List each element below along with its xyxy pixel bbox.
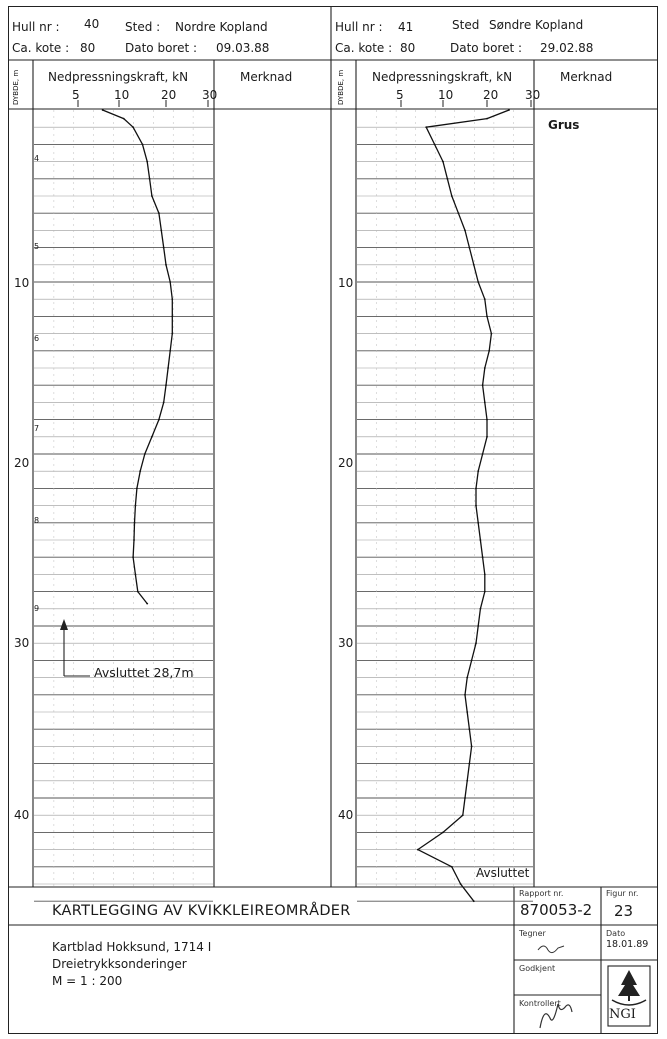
right-x-tick: 10 [438,88,454,102]
scale-line: M = 1 : 200 [52,974,123,988]
drawing-title: KARTLEGGING AV KVIKKLEIREOMRÅDER [52,903,351,919]
profile-point [123,118,125,120]
profile-point [132,556,134,558]
profile-point [158,419,160,421]
left-profile-line [103,110,173,604]
ngi-tree-icon [618,970,640,996]
left-x-tick: 10 [114,88,130,102]
profile-point [488,350,490,352]
profile-point [169,281,171,283]
figure-nr: 23 [614,902,634,920]
profile-point [477,625,479,627]
right-hull-nr: 41 [398,20,414,34]
left-x-tick: 20 [161,88,177,102]
profile-point [482,556,484,558]
profile-point [146,161,148,163]
right-termination-annotation: Avsluttet [476,866,530,880]
left-depth-marker: 4 [34,154,40,163]
left-x-tick: 5 [72,88,80,102]
checked-signature [540,1004,572,1028]
profile-point [160,230,162,232]
left-depth-marker: 9 [34,604,40,613]
left-site-label: Sted : [125,20,161,34]
profile-point [486,118,488,120]
profile-point [462,814,464,816]
profile-point [484,298,486,300]
right-depth-axis-label: DYBDE, m [337,69,345,105]
profile-point [136,488,138,490]
profile-point [471,746,473,748]
right-remarks-label: Merknad [560,70,613,84]
profile-point [442,832,444,834]
left-y-tick: 20 [14,456,30,470]
profile-point [425,126,427,128]
right-site: Søndre Kopland [489,18,584,32]
profile-point [484,367,486,369]
profile-point [475,488,477,490]
profile-point [469,763,471,765]
left-depth-marker: 6 [34,334,40,343]
right-y-tick: 40 [338,808,354,822]
profile-point [458,212,460,214]
profile-point [133,539,135,541]
left-date-label: Dato boret : [125,41,198,55]
profile-point [464,694,466,696]
right-x-tick: 5 [396,88,404,102]
left-force-axis-label: Nedpressningskraft, kN [48,70,189,84]
profile-point [169,350,171,352]
profile-point [442,161,444,163]
profile-point [486,419,488,421]
right-date-label: Dato boret : [450,41,523,55]
profile-point [135,574,137,576]
profile-point [475,642,477,644]
profile-point [165,264,167,266]
profile-point [447,178,449,180]
profile-point [464,797,466,799]
right-y-tick: 30 [338,636,354,650]
profile-point [471,660,473,662]
left-depth-marker: 7 [34,424,40,433]
profile-point [434,144,436,146]
right-hull-label: Hull nr : [335,20,383,34]
profile-point [482,384,484,386]
left-elev: 80 [80,41,96,55]
profile-point [469,728,471,730]
right-elev: 80 [400,41,416,55]
profile-point [466,677,468,679]
profile-point [464,230,466,232]
profile-point [163,247,165,249]
title-date: 18.01.89 [606,939,649,950]
right-y-tick: 10 [338,276,354,290]
profile-point [171,333,173,335]
left-hull-nr: 40 [84,17,100,31]
profile-point [484,402,486,404]
drawn-signature [538,946,564,953]
figure-nr-label: Figur nr. [606,889,639,898]
profile-point [167,367,169,369]
left-date: 09.03.88 [216,41,270,55]
profile-point [171,316,173,318]
map-sheet-line: Kartblad Hokksund, 1714 I [52,940,212,954]
report-nr: 870053-2 [520,901,593,919]
ngi-logo-text: NGI [609,1007,636,1022]
right-y-tick: 20 [338,456,354,470]
left-y-tick: 10 [14,276,30,290]
profile-point [473,900,475,902]
profile-point [417,849,419,851]
profile-point [484,574,486,576]
profile-point [139,470,141,472]
profile-point [142,144,144,146]
profile-point [475,505,477,507]
profile-point [146,603,148,605]
profile-point [132,126,134,128]
profile-point [158,212,160,214]
profile-point [477,522,479,524]
profile-point [473,264,475,266]
date-label: Dato [606,929,626,938]
profile-point [486,436,488,438]
left-depth-axis-label: DYBDE, m [12,69,20,105]
profile-point [466,780,468,782]
left-y-tick: 30 [14,636,30,650]
checked-label: Kontrollert [519,999,561,1008]
left-y-tick: 40 [14,808,30,822]
profile-point [163,402,165,404]
termination-arrowhead [60,619,68,630]
profile-point [451,195,453,197]
profile-point [460,883,462,885]
profile-point [508,109,510,111]
drawn-by-label: Tegner [519,929,546,938]
method-line: Dreietrykksonderinger [52,957,187,971]
profile-point [102,109,104,111]
right-x-tick: 30 [525,88,541,102]
profile-point [151,436,153,438]
profile-point [165,384,167,386]
right-force-axis-label: Nedpressningskraft, kN [372,70,513,84]
profile-point [469,247,471,249]
profile-point [477,470,479,472]
left-hull-label: Hull nr : [12,20,60,34]
left-elev-label: Ca. kote : [12,41,70,55]
left-depth-marker: 5 [34,242,40,251]
profile-point [135,505,137,507]
left-site: Nordre Kopland [175,20,268,34]
profile-point [149,178,151,180]
profile-point [134,522,136,524]
profile-point [151,195,153,197]
profile-point [484,591,486,593]
left-termination-annotation: Avsluttet 28,7m [94,665,194,680]
profile-point [480,608,482,610]
right-profile-line [418,110,509,901]
profile-point [144,453,146,455]
left-depth-marker: 8 [34,516,40,525]
left-x-tick: 30 [202,88,218,102]
profile-point [480,539,482,541]
profile-point [482,453,484,455]
profile-point [477,281,479,283]
left-remarks-label: Merknad [240,70,293,84]
right-remark-grus: Grus [548,118,580,132]
right-date: 29.02.88 [540,41,594,55]
profile-point [491,333,493,335]
right-x-tick: 20 [483,88,499,102]
profile-point [486,316,488,318]
approved-label: Godkjent [519,964,556,973]
right-elev-label: Ca. kote : [335,41,393,55]
report-nr-label: Rapport nr. [519,889,564,898]
profile-point [451,866,453,868]
profile-point [466,711,468,713]
right-site-label: Sted [452,18,480,32]
profile-point [171,298,173,300]
profile-point [137,591,139,593]
